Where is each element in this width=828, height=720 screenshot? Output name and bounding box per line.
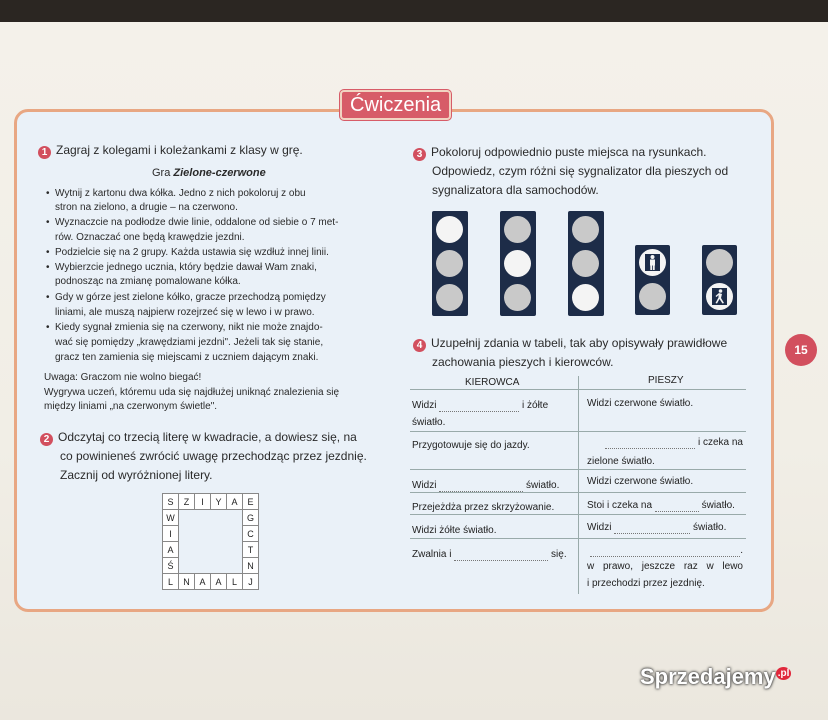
grid-cell: Z xyxy=(179,494,195,510)
ex1-bullet: • Wybierzcie jednego ucznia, który będzie dawał Wam znaki, xyxy=(55,261,375,275)
table-divider xyxy=(578,376,579,594)
driver-cell: Widzi i żółte xyxy=(412,400,549,411)
grid-cell: E xyxy=(243,494,259,510)
ex2-line1: 2 Odczytaj co trzecią literę w kwadracie, a dowiesz się, na xyxy=(44,428,357,446)
light-bulb xyxy=(436,284,463,311)
pedestrian-cell: Widzi czerwone światło. xyxy=(587,476,694,487)
ex1-warning: Uwaga: Graczom nie wolno biegać! xyxy=(44,372,202,383)
letter-square xyxy=(162,493,259,590)
grid-cell: T xyxy=(243,542,259,558)
grid-cell: J xyxy=(243,574,259,590)
ex1-bullet-cont: wać się pomiędzy „krawędziami jezdni". Jeżeli tak się stanie, xyxy=(55,337,324,348)
grid-cell: Ś xyxy=(163,558,179,574)
page-number-badge: 15 xyxy=(785,334,817,366)
car-traffic-light xyxy=(432,211,468,316)
ex1-bullet: • Wytnij z kartonu dwa kółka. Jedno z nich pokoloruj z obu xyxy=(55,187,375,201)
watermark-logo: Sprzedajemy $^{.pl}$ xyxy=(640,664,790,689)
walking-person-icon xyxy=(706,283,733,310)
light-bulb xyxy=(706,249,733,276)
ex1-bullet: • Podzielcie się na 2 grupy. Każda ustawia się wzdłuż innej linii. xyxy=(55,246,375,260)
light-bulb xyxy=(639,283,666,310)
pedestrian-cell: Widzi światło. xyxy=(587,522,727,533)
table-rule xyxy=(410,492,746,493)
driver-cell: Przejeżdża przez skrzyżowanie. xyxy=(412,502,555,513)
blank-field[interactable] xyxy=(605,448,695,449)
ex1-game-title: Gra Zielone-czerwone xyxy=(152,167,266,179)
blank-field[interactable] xyxy=(590,556,740,557)
driver-cell: Widzi żółte światło. xyxy=(412,525,497,536)
ex2-line2: co powinieneś zwrócić uwagę przechodząc przez jezdnię. xyxy=(60,449,367,463)
grid-cell: N xyxy=(179,574,195,590)
grid-cell: L xyxy=(163,574,179,590)
grid-cell: N xyxy=(243,558,259,574)
pedestrian-cell: i przechodzi przez jezdnię. xyxy=(587,578,705,589)
grid-cell: I xyxy=(195,494,211,510)
grid-cell: L xyxy=(227,574,243,590)
blank-field[interactable] xyxy=(454,560,548,561)
ex1-bullet-cont: rów. Oznaczać one będą krawędzie jezdni. xyxy=(55,232,245,243)
ex1-number: 1 xyxy=(38,146,51,159)
grid-cell: G xyxy=(243,510,259,526)
blank-field[interactable] xyxy=(655,511,699,512)
standing-person-icon xyxy=(639,249,666,276)
ex3-number: 3 xyxy=(413,148,426,161)
ex3-line1: 3 Pokoloruj odpowiednio puste miejsca na rysunkach. xyxy=(413,143,707,162)
ex4-line1: 4 Uzupełnij zdania w tabeli, tak aby opisywały prawidłowe xyxy=(413,334,727,353)
grid-cell: A xyxy=(163,542,179,558)
ex4-line2: zachowania pieszych i kierowców. xyxy=(432,355,614,369)
car-traffic-light xyxy=(568,211,604,316)
light-bulb xyxy=(572,216,599,243)
ex1-bullet-cont: gracz ten zamienia się miejscami z uczniem dającym znaki. xyxy=(55,352,319,363)
car-traffic-light xyxy=(500,211,536,316)
driver-cell: Zwalnia i się. xyxy=(412,549,567,560)
light-bulb xyxy=(436,250,463,277)
pedestrian-cell: . xyxy=(587,544,743,557)
light-bulb xyxy=(504,250,531,277)
pedestrian-cell: i czeka na xyxy=(587,436,743,449)
page-title: Ćwiczenia xyxy=(340,90,451,120)
table-rule xyxy=(410,431,746,432)
ex1-win-line1: Wygrywa uczeń, któremu uda się najdłużej uniknąć znalezienia się xyxy=(44,387,340,398)
ex1-bullet-cont: liniami, ale muszą najpierw rozejrzeć się w lewo i w prawo. xyxy=(55,307,315,318)
light-bulb xyxy=(504,216,531,243)
light-bulb xyxy=(572,250,599,277)
ex1-win-line2: między liniami „na czerwonym świetle". xyxy=(44,401,218,412)
ex1-bullet: • Gdy w górze jest zielone kółko, gracze przechodzą pomiędzy xyxy=(55,291,375,305)
blank-field[interactable] xyxy=(614,533,690,534)
table-rule xyxy=(410,538,746,539)
driver-cell: światło. xyxy=(412,417,446,428)
grid-cell: C xyxy=(243,526,259,542)
driver-cell: Przygotowuje się do jazdy. xyxy=(412,440,530,451)
grid-cell: A xyxy=(195,574,211,590)
grid-cell: A xyxy=(211,574,227,590)
grid-cell: I xyxy=(163,526,179,542)
table-rule xyxy=(410,514,746,515)
driver-cell: Widzi światło. xyxy=(412,480,560,491)
pedestrian-cell: zielone światło. xyxy=(587,456,655,467)
ex1-bullet-cont: stron na zielono, a drugie – na czerwono. xyxy=(55,202,238,213)
grid-cell: S xyxy=(163,494,179,510)
pedestrian-light xyxy=(635,245,670,315)
ex3-line3: sygnalizatora dla samochodów. xyxy=(432,183,599,197)
ex2-number: 2 xyxy=(40,433,53,446)
grid-cell: Y xyxy=(211,494,227,510)
ex1-instruction: 1 Zagraj z kolegami i koleżankami z klasy w grę. xyxy=(38,143,303,159)
grid-cell: A xyxy=(227,494,243,510)
light-bulb xyxy=(436,216,463,243)
ex1-bullet: • Kiedy sygnał zmienia się na czerwony, nikt nie może znajdo- xyxy=(55,321,375,335)
ex1-bullet: • Wyznaczcie na podłodze dwie linie, oddalone od siebie o 7 met- xyxy=(55,216,375,230)
ex3-line2: Odpowiedz, czym różni się sygnalizator dla pieszych od xyxy=(432,164,729,178)
pedestrian-cell: Stoi i czeka na światło. xyxy=(587,500,735,511)
pedestrian-light xyxy=(702,245,737,315)
ex2-line3: Zacznij od wyróżnionej litery. xyxy=(60,468,213,482)
blank-field[interactable] xyxy=(439,411,519,412)
grid-cell: W xyxy=(163,510,179,526)
pedestrian-cell: Widzi czerwone światło. xyxy=(587,398,694,409)
ex4-number: 4 xyxy=(413,339,426,352)
ex1-bullet-cont: podnosząc na zmianę pomalowane kółka. xyxy=(55,276,241,287)
column-header-driver: KIEROWCA xyxy=(465,377,520,388)
table-rule xyxy=(410,469,746,470)
light-bulb xyxy=(572,284,599,311)
pedestrian-cell: w prawo, jeszcze raz w lewo xyxy=(587,561,743,572)
light-bulb xyxy=(504,284,531,311)
column-header-pedestrian: PIESZY xyxy=(648,375,684,386)
